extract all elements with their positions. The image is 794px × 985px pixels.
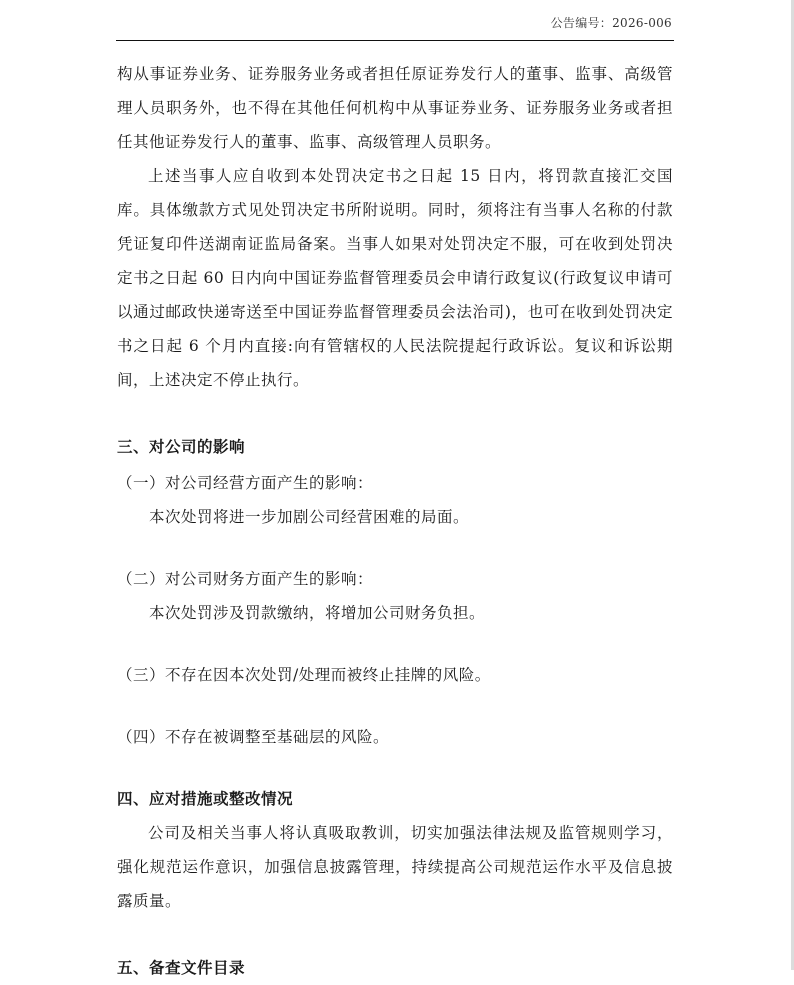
section-5-title: 五、备查文件目录 [117,959,246,977]
spacer [117,397,673,430]
penalty-payment-paragraph: 上述当事人应自收到本处罚决定书之日起 15 日内，将罚款直接汇交国库。具体缴款方式见处罚决定书所附说明。同时，须将注有当事人名称的付款凭证复印件送湖南证监局备案。当事人如果对处罚决定不服，可在收到处罚决定书之日起 60 日内向中国证券监督管理委员会申请行政复议(行政复议申请可以通过邮政快递寄送至中国证券监督管理委员会法治司)，也可在收到处罚决定书之日起 6 个月内直接:向有管辖权的人民法院提起行政诉讼。复议和诉讼期间，上述决定不停止执行。 [117,167,673,389]
section-3-title: 三、对公司的影响 [117,438,246,456]
spacer [117,534,673,562]
section-4-title: 四、应对措施或整改情况 [117,790,294,808]
impact-item-3-label: （三）不存在因本次处罚/处理而被终止挂牌的风险。 [117,666,491,684]
continuation-paragraph: 构从事证券业务、证券服务业务或者担任原证券发行人的董事、监事、高级管理人员职务外，也不得在其他任何机构中从事证券业务、证券服务业务或者担任其他证券发行人的董事、监事、高级管理人员职务。 [117,65,673,151]
impact-item-4-label: （四）不存在被调整至基础层的风险。 [117,728,390,746]
impact-item-2-label: （二）对公司财务方面产生的影响： [117,570,374,588]
document-body [117,57,673,985]
spacer [117,754,673,782]
spacer [117,692,673,720]
impact-item-1-label: （一）对公司经营方面产生的影响： [117,474,374,492]
spacer [117,630,673,658]
impact-item-1-detail: 本次处罚将进一步加剧公司经营困难的局面。 [149,508,470,526]
announcement-number: 公告编号：2026-006 [550,16,672,30]
rectification-paragraph: 公司及相关当事人将认真吸取教训，切实加强法律法规及监管规则学习，强化规范运作意识，加强信息披露管理，持续提高公司规范运作水平及信息披露质量。 [117,824,673,910]
impact-item-2-detail: 本次处罚涉及罚款缴纳，将增加公司财务负担。 [149,604,486,622]
page-header [116,0,674,41]
spacer [117,918,673,951]
